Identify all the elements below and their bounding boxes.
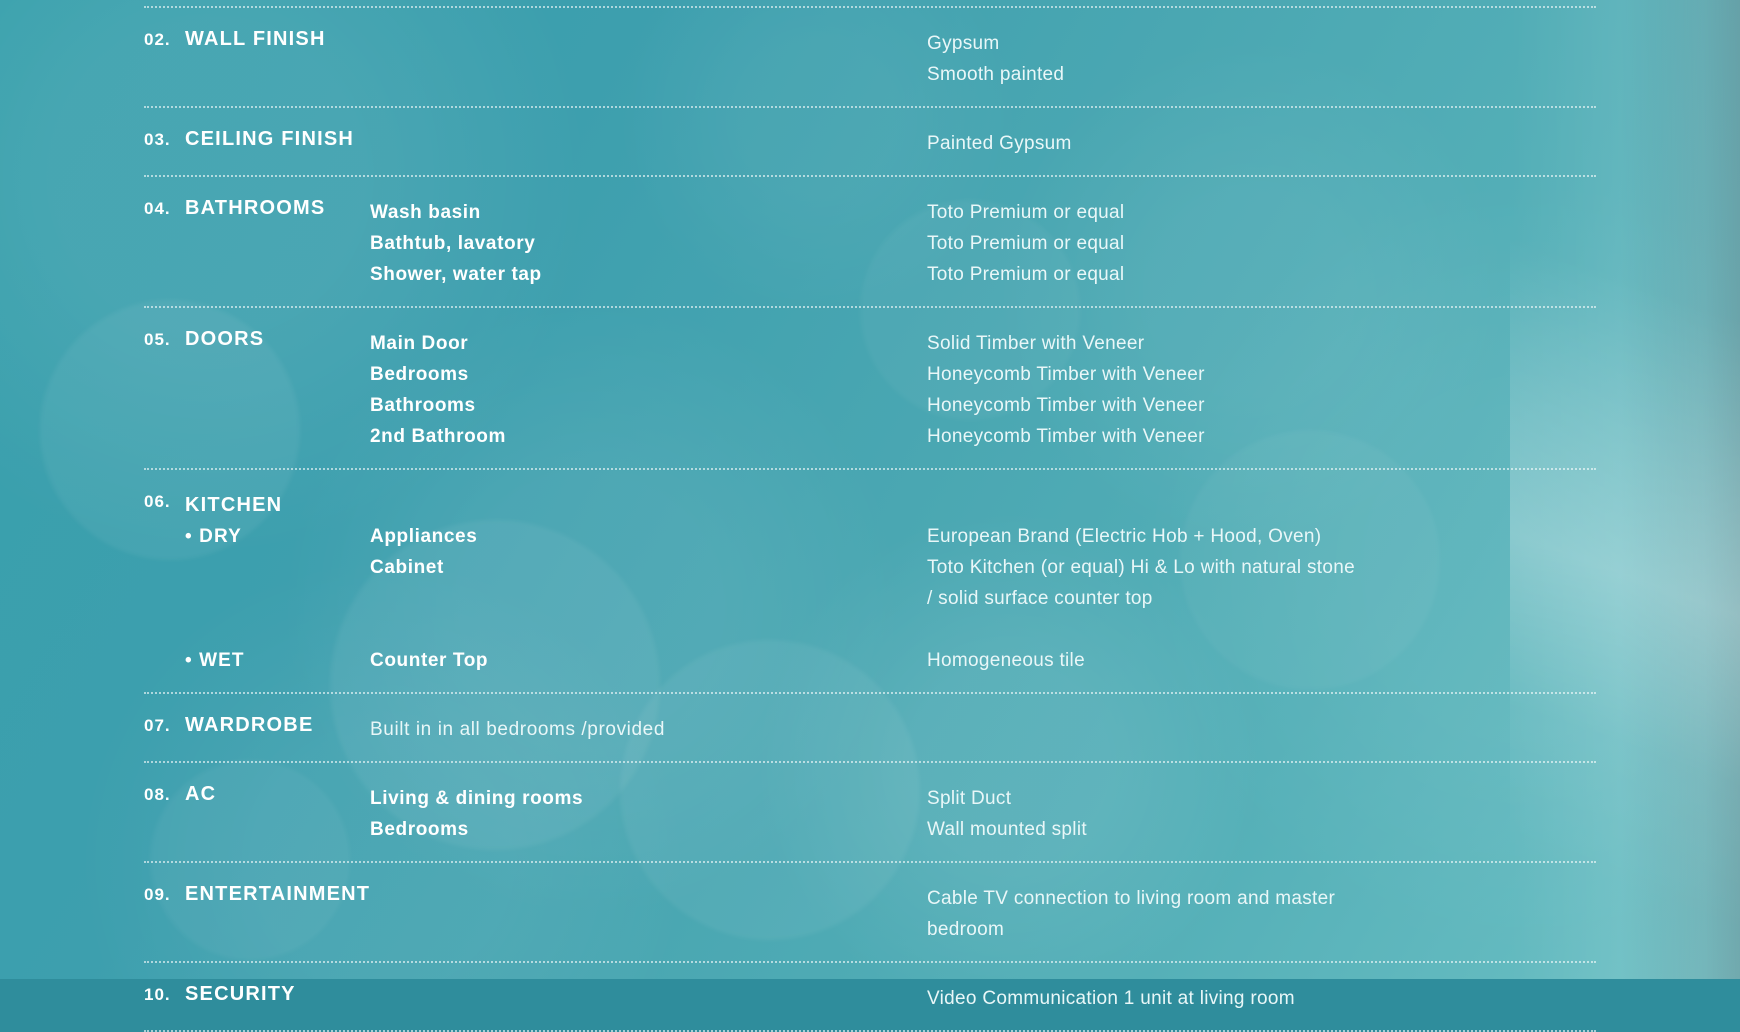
spec-line: Wall mounted split (927, 819, 1087, 840)
row-specs (927, 488, 1740, 676)
row-number: 09. (144, 885, 171, 904)
row-number: 04. (144, 199, 171, 218)
row-category: KITCHEN (185, 494, 283, 516)
item-line: Main Door (370, 333, 469, 354)
item-line: Bedrooms (370, 364, 469, 385)
row-items (370, 26, 927, 28)
spec-line: Cable TV connection to living room and master bedroom (927, 888, 1336, 940)
table-row (0, 308, 1740, 468)
row-number: 10. (144, 985, 171, 1004)
row-category: DOORS (185, 328, 265, 350)
row-number: 03. (144, 130, 171, 149)
item-line: Bedrooms (370, 819, 469, 840)
row-specs (927, 126, 1740, 159)
row-specs (927, 326, 1740, 452)
row-number: 08. (144, 785, 171, 804)
row-category: AC (185, 783, 217, 805)
row-category-group (185, 488, 370, 676)
row-number: 07. (144, 716, 171, 735)
spec-line: Homogeneous tile (927, 650, 1085, 671)
row-number: 06. (144, 492, 171, 511)
row-items (370, 326, 927, 452)
row-category: BATHROOMS (185, 197, 326, 219)
item-line: Bathrooms (370, 395, 476, 416)
item-line: 2nd Bathroom (370, 426, 506, 447)
spec-line: Toto Premium or equal (927, 233, 1125, 254)
spec-line: Painted Gypsum (927, 133, 1072, 154)
row-items (370, 781, 927, 845)
row-category: WALL FINISH (185, 28, 326, 50)
item-line: Built in in all bedrooms /provided (370, 719, 665, 740)
item-line: Appliances (370, 526, 478, 547)
spec-line: Split Duct (927, 788, 1012, 809)
spacer (370, 614, 927, 645)
row-specs (927, 781, 1740, 845)
item-line: Cabinet (370, 557, 444, 578)
row-specs (927, 712, 1740, 714)
spec-line: Toto Premium or equal (927, 202, 1125, 223)
table-row (0, 470, 1740, 692)
row-items (370, 981, 927, 983)
spec-line: Toto Premium or equal (927, 264, 1125, 285)
row-items (370, 488, 927, 676)
subgroup-label-dry: • DRY (185, 526, 242, 547)
spec-line: Honeycomb Timber with Veneer (927, 395, 1205, 416)
row-number: 05. (144, 330, 171, 349)
item-line: Living & dining rooms (370, 788, 584, 809)
table-row (0, 8, 1740, 106)
row-items (370, 881, 927, 883)
row-specs (927, 26, 1740, 90)
spec-line: European Brand (Electric Hob + Hood, Oven) (927, 526, 1322, 547)
row-number: 02. (144, 30, 171, 49)
row-specs (927, 981, 1740, 1014)
spacer (370, 583, 927, 614)
spacer (185, 614, 370, 645)
row-category: SECURITY (185, 983, 296, 1005)
row-items (370, 195, 927, 290)
table-row (0, 694, 1740, 761)
spec-line: Smooth painted (927, 64, 1065, 85)
table-row (0, 863, 1740, 961)
row-items (370, 712, 927, 745)
spec-line: Gypsum (927, 33, 1000, 54)
spec-line: Toto Kitchen (or equal) Hi & Lo with natural stone / solid surface counter top (927, 557, 1355, 609)
row-category: WARDROBE (185, 714, 314, 736)
spec-line: Honeycomb Timber with Veneer (927, 426, 1205, 447)
spec-line: Solid Timber with Veneer (927, 333, 1145, 354)
table-row (0, 763, 1740, 861)
spec-line: Video Communication 1 unit at living room (927, 988, 1295, 1009)
table-row (0, 963, 1740, 1030)
item-line: Bathtub, lavatory (370, 233, 536, 254)
item-line: Shower, water tap (370, 264, 542, 285)
row-specs (927, 881, 1740, 945)
subgroup-label-wet: • WET (185, 650, 245, 671)
row-category: ENTERTAINMENT (185, 883, 371, 905)
spacer (185, 583, 370, 614)
row-category: CEILING FINISH (185, 128, 355, 150)
spacer (370, 490, 927, 521)
spec-line: Honeycomb Timber with Veneer (927, 364, 1205, 385)
item-line: Counter Top (370, 650, 489, 671)
table-row (0, 108, 1740, 175)
table-row (0, 177, 1740, 306)
spacer (927, 614, 1560, 645)
item-line: Wash basin (370, 202, 481, 223)
spacer (185, 552, 370, 583)
row-specs (927, 195, 1740, 290)
spacer (927, 490, 1560, 521)
row-items (370, 126, 927, 128)
